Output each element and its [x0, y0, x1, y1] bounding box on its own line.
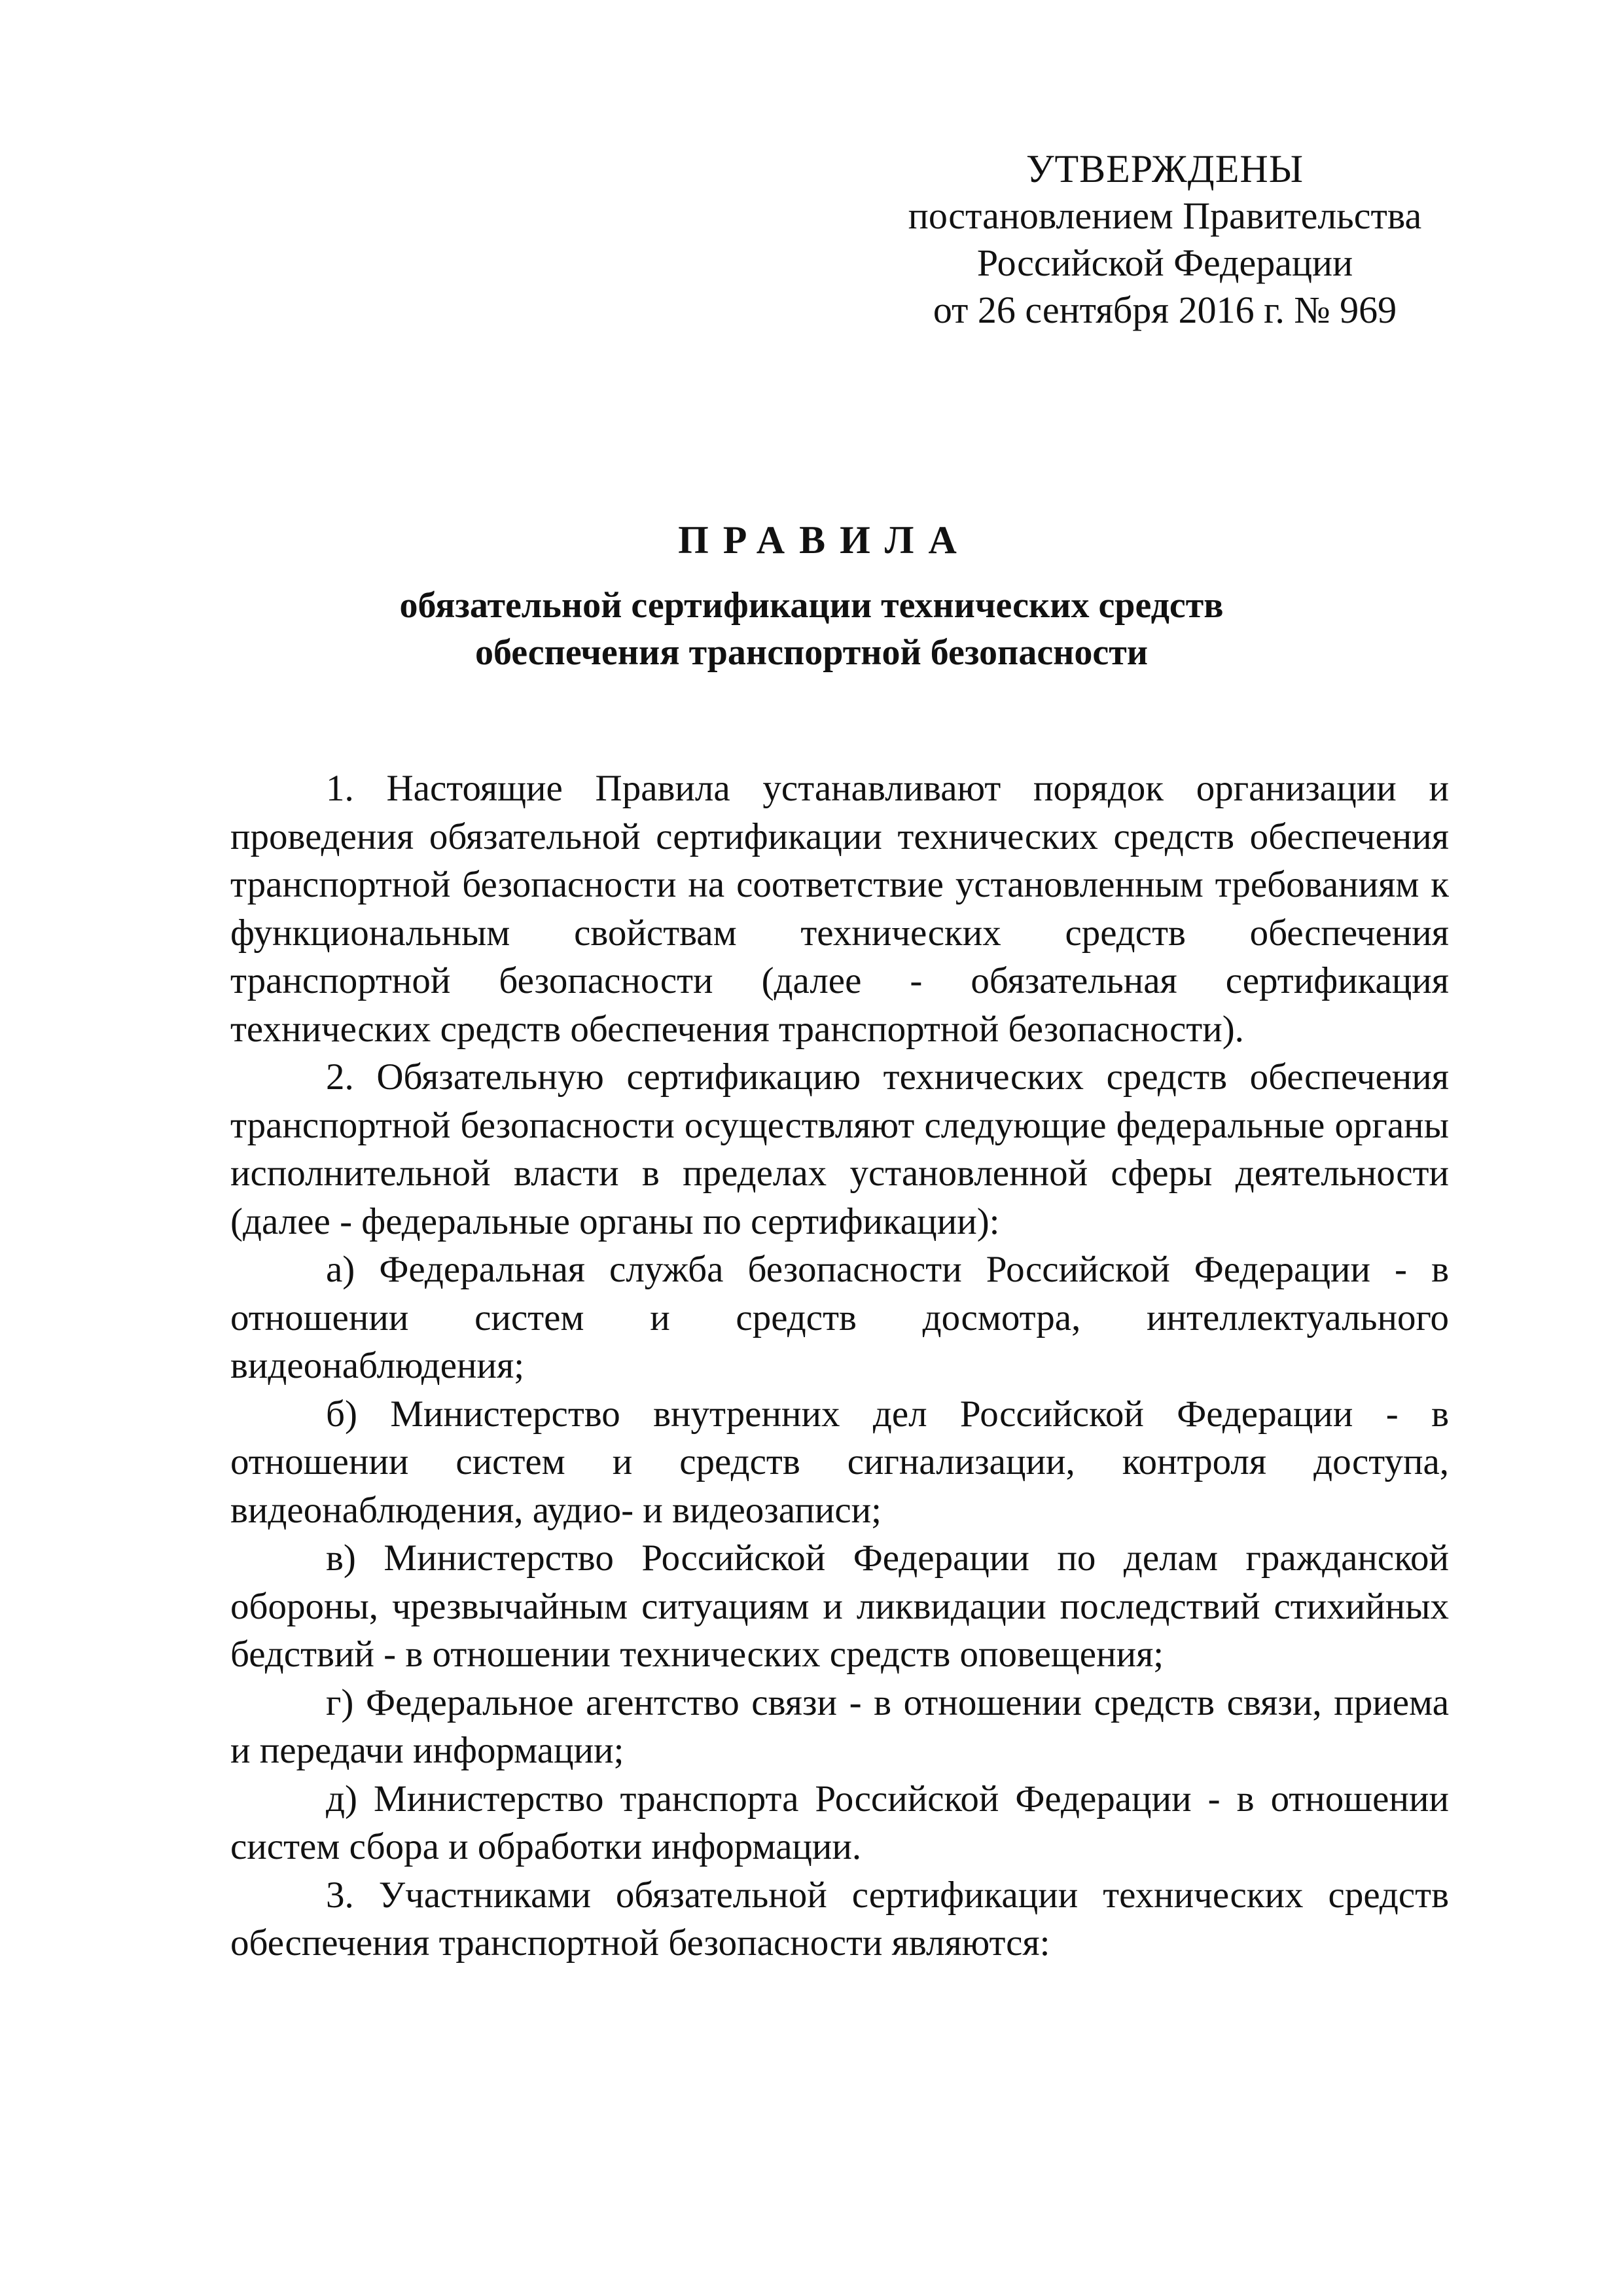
approval-line-3: от 26 сентября 2016 г. № 969 — [933, 289, 1397, 331]
paragraph-1: 1. Настоящие Правила устанавливают порядок организации и проведения обязательной сертификации технических средств обеспечения транспортной безопасности на соответствие установленным требованиям к функциональным свойствам технических средств обеспечения транспортной безопасности (далее - обязательная сертификация технических средств обеспечения транспортной безопасности). — [230, 768, 1449, 1050]
approval-line-1: постановлением Правительства — [908, 194, 1422, 237]
approval-line-2: Российской Федерации — [976, 242, 1353, 284]
paragraph-2c: в) Министерство Российской Федерации по делам гражданской обороны, чрезвычайным ситуациям и ликвидации последствий стихийных бедствий - в отношении технических средств оповещения; — [230, 1537, 1449, 1675]
paragraph-2d: г) Федеральное агентство связи - в отношении средств связи, приема и передачи информации; — [230, 1681, 1449, 1771]
document-title: ПРАВИЛА — [678, 518, 971, 562]
paragraph-3: 3. Участниками обязательной сертификации технических средств обеспечения транспортной безопасности являются: — [230, 1874, 1449, 1964]
approval-heading: УТВЕРЖДЕНЫ — [1026, 147, 1304, 190]
document-title-block — [0, 514, 1623, 676]
paragraph-2a: а) Федеральная служба безопасности Российской Федерации - в отношении систем и средств досмотра, интеллектуального видеонаблюдения; — [230, 1249, 1449, 1386]
document-subtitle — [0, 582, 1623, 676]
subtitle-line-2: обеспечения транспортной безопасности — [474, 632, 1149, 673]
paragraph-2: 2. Обязательную сертификацию технических средств обеспечения транспортной безопасности осуществляют следующие федеральные органы исполнительной власти в пределах установленной сферы деятельности (далее - федеральные органы по сертификации): — [230, 1056, 1449, 1242]
paragraph-2e: д) Министерство транспорта Российской Федерации - в отношении систем сбора и обработки информации. — [230, 1778, 1449, 1867]
document-body — [230, 764, 1449, 1967]
subtitle-line-1: обязательной сертификации технических средств — [399, 585, 1224, 626]
paragraph-2b: б) Министерство внутренних дел Российской Федерации - в отношении систем и средств сигнализации, контроля доступа, видеонаблюдения, аудио- и видеозаписи; — [230, 1393, 1449, 1531]
approval-stamp-block — [870, 145, 1459, 334]
